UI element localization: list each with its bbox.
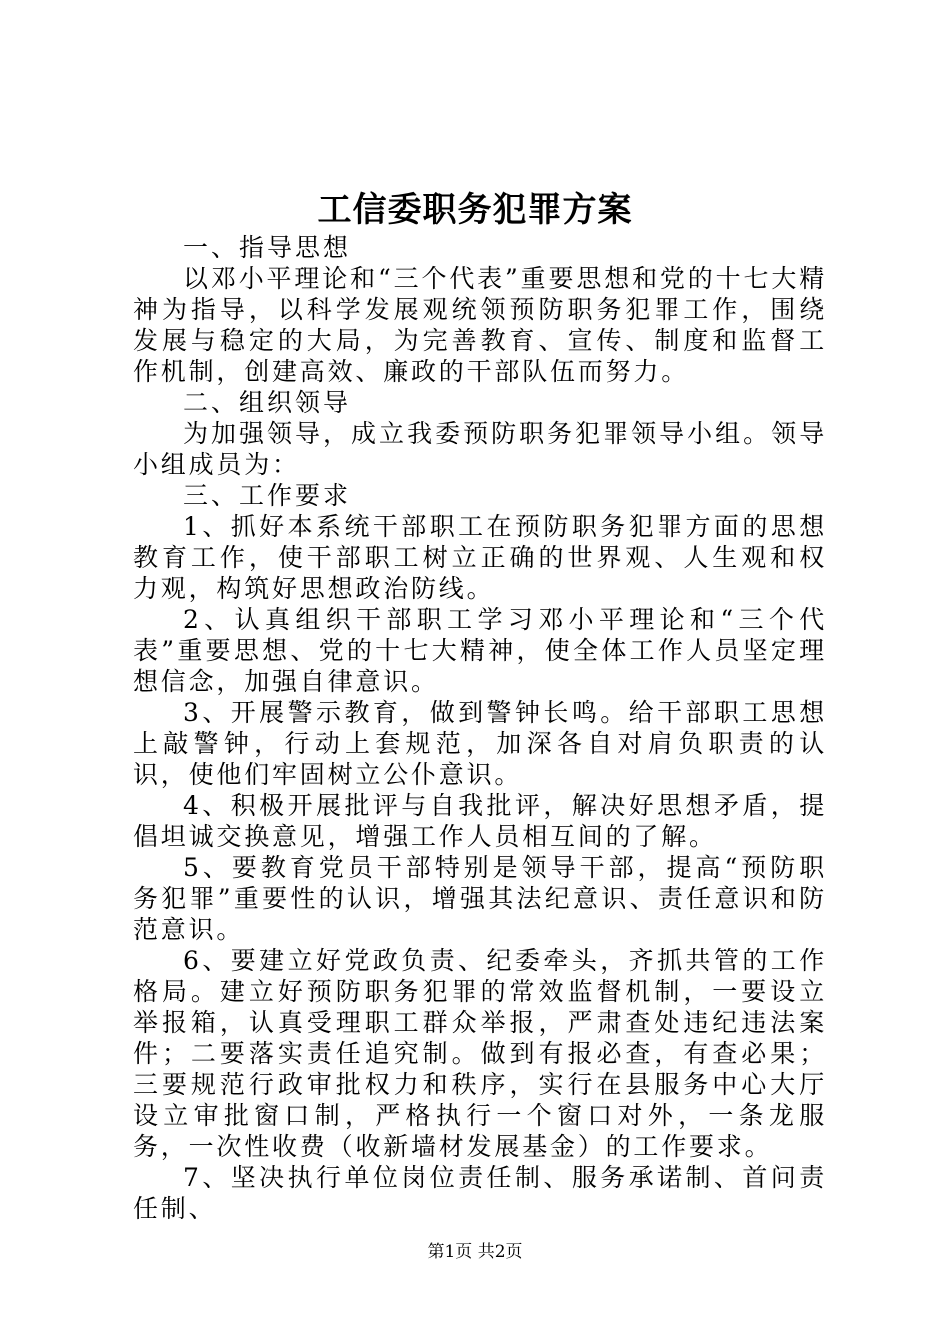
section-heading-organization: 二、组织领导 — [183, 388, 352, 417]
requirement-item-7: 7、坚决执行单位岗位责任制、服务承诺制、首问责任制、 — [133, 1163, 827, 1223]
requirement-item-4: 4、积极开展批评与自我批评，解决好思想矛盾，提倡坦诚交换意见，增强工作人员相互间的了解。 — [133, 791, 827, 851]
document-title: 工信委职务犯罪方案 — [317, 190, 633, 230]
requirement-item-2: 2、认真组织干部职工学习邓小平理论和“三个代表”重要思想、党的十七大精神，使全体工作人员坚定理想信念，加强自律意识。 — [133, 605, 827, 696]
requirement-item-1: 1、抓好本系统干部职工在预防职务犯罪方面的思想教育工作，使干部职工树立正确的世界观、人生观和权力观，构筑好思想政治防线。 — [133, 512, 827, 603]
requirement-item-5: 5、要教育党员干部特别是领导干部，提高“预防职务犯罪”重要性的认识，增强其法纪意识、责任意识和防范意识。 — [133, 853, 827, 944]
section-heading-guiding-thought: 一、指导思想 — [183, 233, 352, 262]
requirement-item-6: 6、要建立好党政负责、纪委牵头，齐抓共管的工作格局。建立好预防职务犯罪的常效监督机制，一要设立举报箱，认真受理职工群众举报，严肃查处违纪违法案件；二要落实责任追究制。做到有报必查，有查必果；三要规范行政审批权力和秩序，实行在县服务中心大厅设立审批窗口制，严格执行一个窗口对外，一条龙服务，一次性收费（收新墙材发展基金）的工作要求。 — [133, 946, 827, 1161]
section-heading-requirements: 三、工作要求 — [183, 481, 352, 510]
paragraph-guiding-thought: 以邓小平理论和“三个代表”重要思想和党的十七大精神为指导，以科学发展观统领预防职务犯罪工作，围绕发展与稳定的大局，为完善教育、宣传、制度和监督工作机制，创建高效、廉政的干部队伍而努力。 — [133, 264, 827, 386]
requirement-item-3: 3、开展警示教育，做到警钟长鸣。给干部职工思想上敲警钟，行动上套规范，加深各自对肩负职责的认识，使他们牢固树立公仆意识。 — [133, 698, 827, 789]
document-body — [133, 232, 827, 1224]
page-number-footer: 第1页 共2页 — [427, 1242, 523, 1262]
paragraph-organization: 为加强领导，成立我委预防职务犯罪领导小组。领导小组成员为： — [133, 419, 827, 479]
